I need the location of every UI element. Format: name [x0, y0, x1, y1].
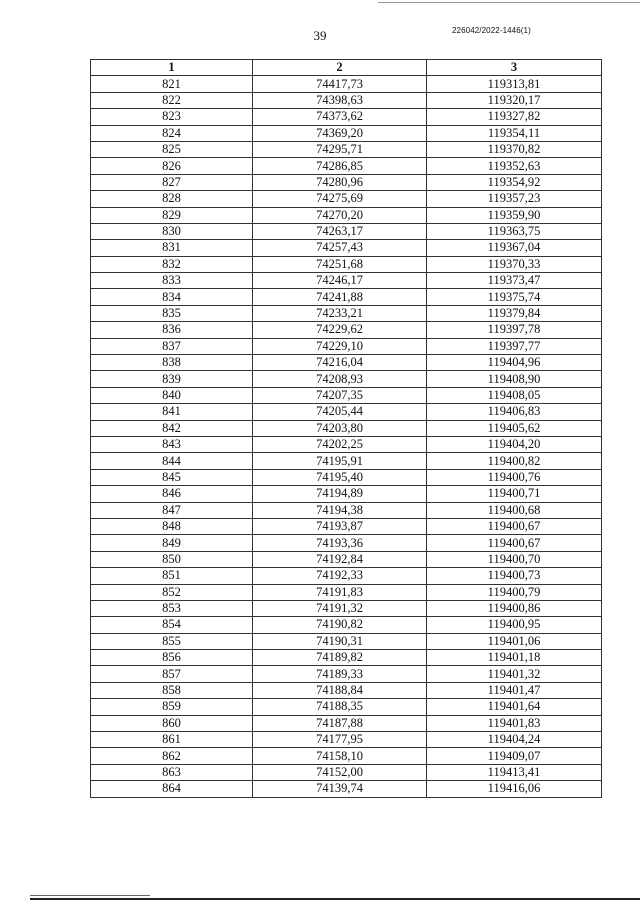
- table-row: [91, 338, 602, 354]
- table-row: [91, 600, 602, 616]
- table-cell-col1: 858: [91, 682, 253, 698]
- table-row: [91, 125, 602, 141]
- table-cell-col3: 119401,18: [427, 650, 602, 666]
- table-cell-col1: 861: [91, 732, 253, 748]
- table-cell-col1: 856: [91, 650, 253, 666]
- table-cell-col2: 74193,36: [253, 535, 427, 551]
- table-row: [91, 486, 602, 502]
- table-cell-col3: 119400,67: [427, 535, 602, 551]
- table-cell-col1: 831: [91, 240, 253, 256]
- table-row: [91, 76, 602, 92]
- table-cell-col1: 845: [91, 469, 253, 485]
- table-row: [91, 436, 602, 452]
- table-cell-col3: 119405,62: [427, 420, 602, 436]
- table-row: [91, 305, 602, 321]
- table-cell-col1: 846: [91, 486, 253, 502]
- table-cell-col2: 74194,89: [253, 486, 427, 502]
- table-cell-col2: 74207,35: [253, 387, 427, 403]
- table-row: [91, 141, 602, 157]
- table-cell-col1: 837: [91, 338, 253, 354]
- table-row: [91, 682, 602, 698]
- table-cell-col3: 119370,82: [427, 141, 602, 157]
- table-row: [91, 666, 602, 682]
- table-cell-col3: 119400,73: [427, 568, 602, 584]
- table-cell-col3: 119354,92: [427, 174, 602, 190]
- table-cell-col3: 119406,83: [427, 404, 602, 420]
- table-cell-col1: 828: [91, 191, 253, 207]
- table-cell-col2: 74188,84: [253, 682, 427, 698]
- column-header-3: 3: [427, 60, 602, 76]
- table-row: [91, 732, 602, 748]
- table-cell-col3: 119375,74: [427, 289, 602, 305]
- table-cell-col2: 74189,82: [253, 650, 427, 666]
- table-cell-col2: 74158,10: [253, 748, 427, 764]
- table-cell-col1: 855: [91, 633, 253, 649]
- table-cell-col1: 835: [91, 305, 253, 321]
- table-row: [91, 404, 602, 420]
- table-cell-col3: 119363,75: [427, 223, 602, 239]
- table-row: [91, 191, 602, 207]
- table-cell-col2: 74192,84: [253, 551, 427, 567]
- table-cell-col1: 842: [91, 420, 253, 436]
- table-cell-col2: 74398,63: [253, 92, 427, 108]
- table-cell-col3: 119408,05: [427, 387, 602, 403]
- table-cell-col1: 824: [91, 125, 253, 141]
- table-cell-col2: 74275,69: [253, 191, 427, 207]
- table-cell-col3: 119400,76: [427, 469, 602, 485]
- table-row: [91, 535, 602, 551]
- table-cell-col3: 119404,96: [427, 355, 602, 371]
- table-cell-col3: 119416,06: [427, 781, 602, 797]
- table-cell-col3: 119379,84: [427, 305, 602, 321]
- table-cell-col3: 119400,70: [427, 551, 602, 567]
- table-row: [91, 355, 602, 371]
- table-cell-col3: 119401,47: [427, 682, 602, 698]
- table-cell-col1: 838: [91, 355, 253, 371]
- table-cell-col3: 119400,95: [427, 617, 602, 633]
- table-cell-col2: 74216,04: [253, 355, 427, 371]
- table-row: [91, 502, 602, 518]
- table-cell-col3: 119357,23: [427, 191, 602, 207]
- table-cell-col3: 119400,71: [427, 486, 602, 502]
- table-row: [91, 518, 602, 534]
- table-cell-col3: 119413,41: [427, 764, 602, 780]
- table-cell-col3: 119400,67: [427, 518, 602, 534]
- page-number: 39: [313, 28, 327, 43]
- table-cell-col1: 848: [91, 518, 253, 534]
- table-row: [91, 174, 602, 190]
- table-cell-col3: 119354,11: [427, 125, 602, 141]
- table-cell-col1: 847: [91, 502, 253, 518]
- table-cell-col2: 74286,85: [253, 158, 427, 174]
- table-cell-col2: 74295,71: [253, 141, 427, 157]
- table-cell-col3: 119327,82: [427, 109, 602, 125]
- column-header-2: 2: [253, 60, 427, 76]
- table-row: [91, 469, 602, 485]
- table-cell-col2: 74251,68: [253, 256, 427, 272]
- table-row: [91, 699, 602, 715]
- table-cell-col2: 74270,20: [253, 207, 427, 223]
- table-cell-col1: 830: [91, 223, 253, 239]
- table-cell-col1: 844: [91, 453, 253, 469]
- table-cell-col2: 74233,21: [253, 305, 427, 321]
- table-cell-col1: 832: [91, 256, 253, 272]
- table-cell-col2: 74187,88: [253, 715, 427, 731]
- table-row: [91, 322, 602, 338]
- table-cell-col3: 119313,81: [427, 76, 602, 92]
- table-cell-col1: 851: [91, 568, 253, 584]
- table-cell-col2: 74229,62: [253, 322, 427, 338]
- table-cell-col3: 119397,77: [427, 338, 602, 354]
- table-cell-col1: 853: [91, 600, 253, 616]
- table-header-row: [91, 60, 602, 76]
- table-cell-col2: 74194,38: [253, 502, 427, 518]
- table-cell-col3: 119404,20: [427, 436, 602, 452]
- table-cell-col3: 119408,90: [427, 371, 602, 387]
- footer-rule-thin: [30, 895, 150, 896]
- top-rule: [378, 2, 640, 3]
- footer-rule: [30, 898, 640, 900]
- table-row: [91, 273, 602, 289]
- table-cell-col2: 74246,17: [253, 273, 427, 289]
- coordinates-table: [90, 59, 602, 798]
- table-cell-col3: 119401,83: [427, 715, 602, 731]
- column-header-1: 1: [91, 60, 253, 76]
- table-row: [91, 420, 602, 436]
- table-cell-col2: 74257,43: [253, 240, 427, 256]
- table-row: [91, 748, 602, 764]
- table-cell-col1: 854: [91, 617, 253, 633]
- table-cell-col2: 74417,73: [253, 76, 427, 92]
- table-cell-col2: 74195,40: [253, 469, 427, 485]
- table-cell-col2: 74369,20: [253, 125, 427, 141]
- table-row: [91, 387, 602, 403]
- table-cell-col1: 849: [91, 535, 253, 551]
- table-cell-col2: 74190,31: [253, 633, 427, 649]
- table-cell-col3: 119370,33: [427, 256, 602, 272]
- table-cell-col2: 74139,74: [253, 781, 427, 797]
- table-cell-col1: 843: [91, 436, 253, 452]
- table-cell-col1: 864: [91, 781, 253, 797]
- table-cell-col1: 852: [91, 584, 253, 600]
- table-cell-col2: 74241,88: [253, 289, 427, 305]
- table-cell-col3: 119404,24: [427, 732, 602, 748]
- table-cell-col1: 822: [91, 92, 253, 108]
- table-row: [91, 240, 602, 256]
- table-cell-col3: 119400,68: [427, 502, 602, 518]
- table-cell-col1: 834: [91, 289, 253, 305]
- table-row: [91, 633, 602, 649]
- table-cell-col2: 74203,80: [253, 420, 427, 436]
- table-cell-col1: 862: [91, 748, 253, 764]
- table-cell-col2: 74208,93: [253, 371, 427, 387]
- table-row: [91, 207, 602, 223]
- table-cell-col1: 836: [91, 322, 253, 338]
- table-body: [91, 76, 602, 797]
- table-cell-col1: 840: [91, 387, 253, 403]
- table-cell-col1: 823: [91, 109, 253, 125]
- table-cell-col1: 833: [91, 273, 253, 289]
- table-cell-col2: 74192,33: [253, 568, 427, 584]
- table-cell-col1: 839: [91, 371, 253, 387]
- table-row: [91, 371, 602, 387]
- table-cell-col3: 119397,78: [427, 322, 602, 338]
- table-cell-col2: 74190,82: [253, 617, 427, 633]
- table-cell-col2: 74229,10: [253, 338, 427, 354]
- table-cell-col2: 74263,17: [253, 223, 427, 239]
- table-cell-col3: 119367,04: [427, 240, 602, 256]
- table-cell-col2: 74195,91: [253, 453, 427, 469]
- table-row: [91, 551, 602, 567]
- table-row: [91, 617, 602, 633]
- table-cell-col2: 74191,32: [253, 600, 427, 616]
- document-reference: 226042/2022-1446(1): [452, 26, 531, 35]
- table-cell-col3: 119359,90: [427, 207, 602, 223]
- table-cell-col1: 841: [91, 404, 253, 420]
- table-cell-col1: 863: [91, 764, 253, 780]
- table-cell-col2: 74202,25: [253, 436, 427, 452]
- table-cell-col2: 74373,62: [253, 109, 427, 125]
- table-cell-col3: 119401,06: [427, 633, 602, 649]
- table-cell-col2: 74177,95: [253, 732, 427, 748]
- table-cell-col2: 74280,96: [253, 174, 427, 190]
- table-row: [91, 109, 602, 125]
- table-cell-col1: 860: [91, 715, 253, 731]
- table-cell-col2: 74205,44: [253, 404, 427, 420]
- table-cell-col2: 74152,00: [253, 764, 427, 780]
- table-cell-col1: 857: [91, 666, 253, 682]
- table-row: [91, 781, 602, 797]
- table-cell-col3: 119400,86: [427, 600, 602, 616]
- table-cell-col3: 119401,64: [427, 699, 602, 715]
- table-cell-col3: 119320,17: [427, 92, 602, 108]
- table-cell-col2: 74191,83: [253, 584, 427, 600]
- table-row: [91, 568, 602, 584]
- table-row: [91, 650, 602, 666]
- table-cell-col3: 119373,47: [427, 273, 602, 289]
- table-row: [91, 453, 602, 469]
- table-row: [91, 256, 602, 272]
- table-cell-col1: 850: [91, 551, 253, 567]
- table-cell-col1: 821: [91, 76, 253, 92]
- table-cell-col1: 825: [91, 141, 253, 157]
- table-cell-col3: 119409,07: [427, 748, 602, 764]
- table-row: [91, 584, 602, 600]
- table-cell-col2: 74188,35: [253, 699, 427, 715]
- table-cell-col3: 119352,63: [427, 158, 602, 174]
- table-row: [91, 289, 602, 305]
- table-row: [91, 715, 602, 731]
- table-cell-col3: 119401,32: [427, 666, 602, 682]
- table-cell-col1: 859: [91, 699, 253, 715]
- table-row: [91, 158, 602, 174]
- table-row: [91, 92, 602, 108]
- table-row: [91, 764, 602, 780]
- table-cell-col1: 829: [91, 207, 253, 223]
- table-cell-col1: 827: [91, 174, 253, 190]
- table-cell-col2: 74193,87: [253, 518, 427, 534]
- table-cell-col3: 119400,79: [427, 584, 602, 600]
- table-cell-col2: 74189,33: [253, 666, 427, 682]
- table-cell-col3: 119400,82: [427, 453, 602, 469]
- table-cell-col1: 826: [91, 158, 253, 174]
- table-row: [91, 223, 602, 239]
